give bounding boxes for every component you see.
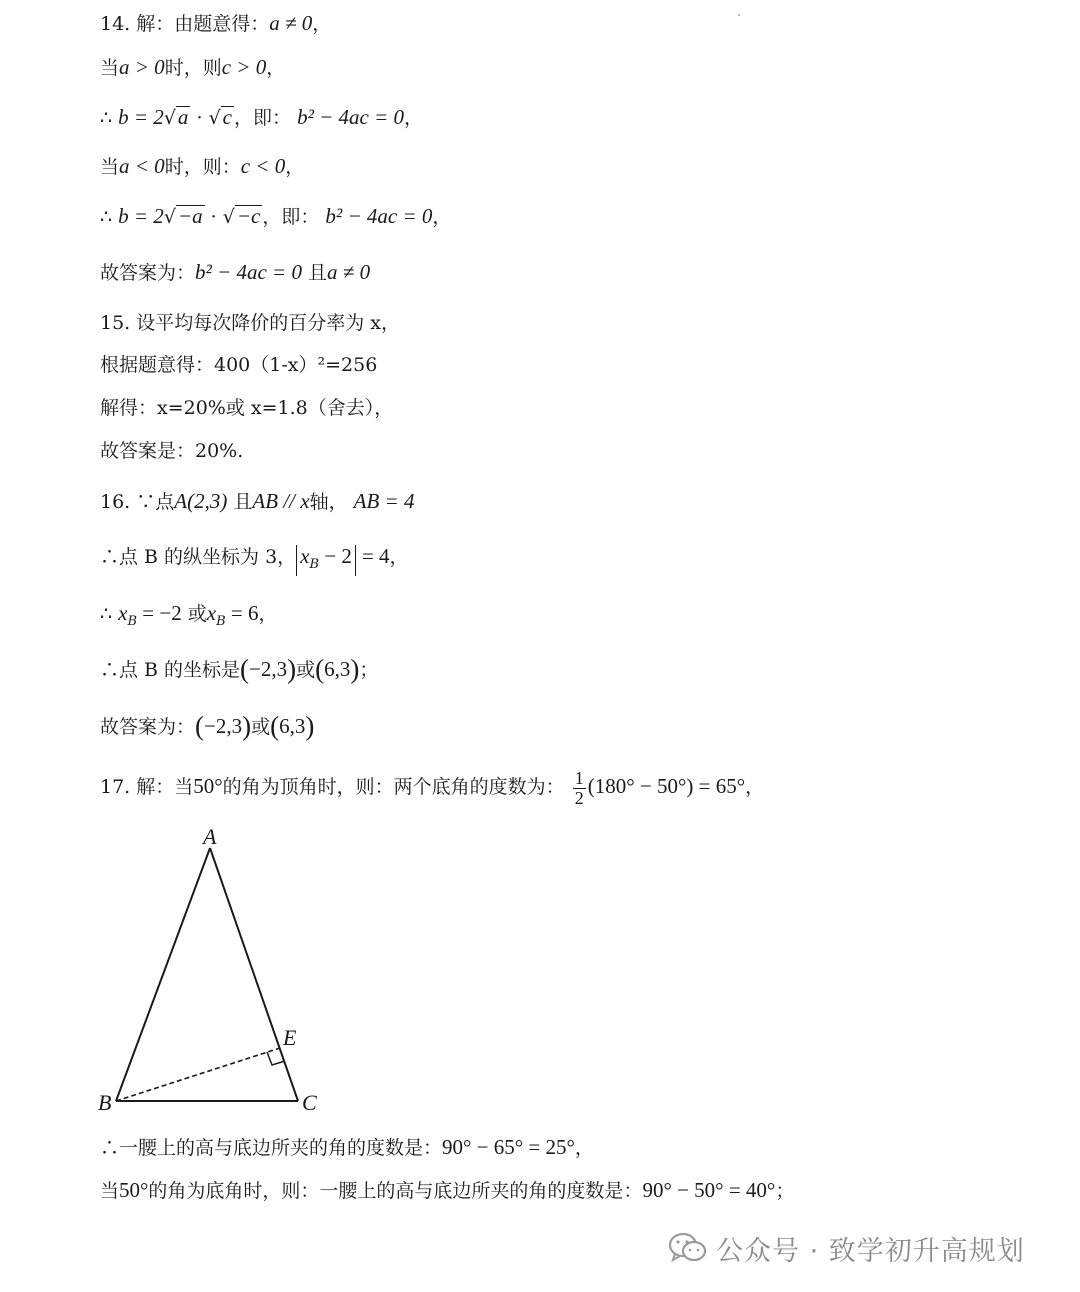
sqrt-sign: √ [208,107,221,129]
q16-line-4: ∴点 B 的坐标是(−2,3)或(6,3)； [100,654,379,684]
vertex-label-b: B [98,1090,112,1115]
vertex-label-a: A [203,824,217,849]
fraction-one-half: $\frac{1}{2}$ [574,767,584,808]
altitude-be [116,1048,280,1101]
q15-line-2: 根据题意得：400（1-x）²=256 [100,354,378,376]
side-ab [116,848,210,1101]
q14-line-5: ∴ b = 2√−a · √−c ，即： b² − 4ac = 0， [100,204,452,228]
q16-line-2: ∴点 B 的纵坐标为 3， $x_B - 2 = 4$， [100,543,409,576]
sqrt-sign: √ [163,206,176,228]
point-label-e: E [283,1025,297,1050]
q17-line-2: ∴一腰上的高与底边所夹的角的度数是：90° − 65° = 25°， [100,1135,594,1159]
sqrt-sign: √ [163,107,176,129]
q16-line-3: ∴ $x_B = -2$ 或$x_B = 6$， [100,601,278,629]
watermark [668,1228,1025,1268]
vertex-label-c: C [302,1090,317,1115]
q14-answer: 故答案为：b² − 4ac = 0 且a ≠ 0 [100,260,371,284]
sqrt-sign: √ [222,206,235,228]
q15-answer: 故答案是：20%. [100,440,244,462]
q17-line-3: 当50°的角为底角时，则：一腰上的高与底边所夹的角的度数是：90° − 50° = 40°； [100,1178,795,1202]
q14-line-2: 当a > 0时，则c > 0， [100,55,286,79]
q14-line-4: 当a < 0时，则：c < 0， [100,154,305,178]
q16-answer: 故答案为：(−2,3)或(6,3) [100,711,315,741]
q16-line-1: 16. ∵点A(2,3) 且AB // x轴， AB = 4 [100,489,415,513]
q14-line-3: ∴ b = 2√a · √c ，即： b² − 4ac = 0， [100,105,424,129]
absolute-value: $x_B - 2$ [296,545,356,576]
watermark-text: 公众号 · 致学初升高规划 [716,1235,1025,1267]
q14-line-1: 14. 解：由题意得：a ≠ 0， [100,11,332,35]
q15-line-1: 15. 设平均每次降价的百分率为 x， [100,312,401,334]
triangle-figure [90,818,350,1118]
q17-line-1: 17. 解：当50°的角为顶角时，则：两个底角的度数为： $\frac{1}{2}$ (180° − 50°) = 65°， [100,767,765,808]
q15-line-3: 解得：x=20%或 x=1.8（舍去）， [100,397,394,419]
side-ac [210,848,298,1101]
wechat-icon [668,1231,708,1265]
speck [738,14,740,16]
